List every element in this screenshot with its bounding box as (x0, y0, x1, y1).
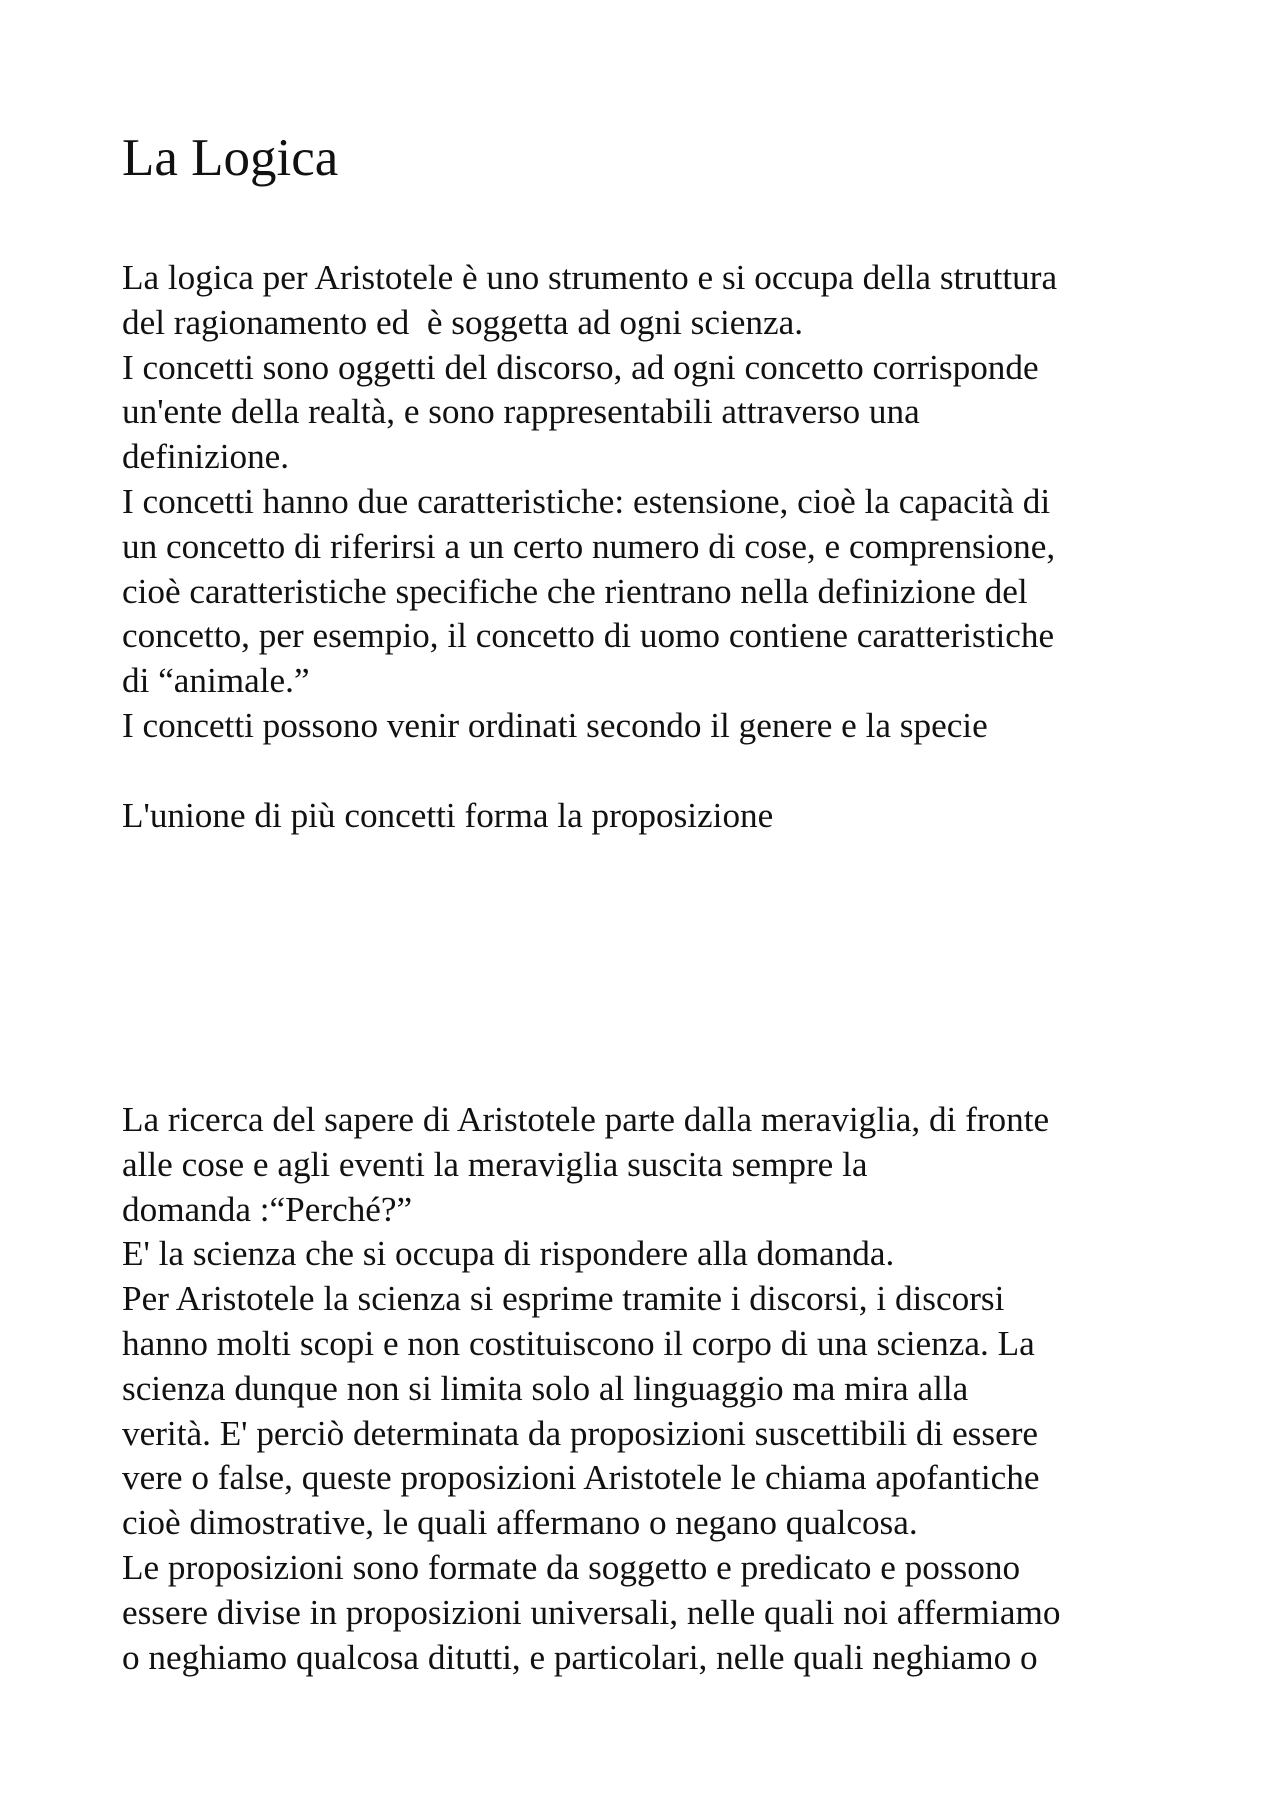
paragraph-block-logic (122, 256, 1057, 838)
text-line: I concetti sono oggetti del discorso, ad ogni concetto corrisponde (122, 347, 1039, 387)
text-line: domanda :“Perché?” (122, 1189, 413, 1229)
text-line: concetto, per esempio, il concetto di uomo contiene caratteristiche (122, 616, 1055, 656)
text-line: alle cose e agli eventi la meraviglia suscita sempre la (122, 1144, 868, 1184)
text-line: scienza dunque non si limita solo al linguaggio ma mira alla (122, 1368, 969, 1408)
text-line: di “animale.” (122, 661, 310, 701)
text-line: definizione. (122, 437, 290, 477)
blank-line (122, 749, 1057, 794)
text-line: Le proposizioni sono formate da soggetto e predicato e possono (122, 1547, 1021, 1587)
text-line: vere o false, queste proposizioni Aristotele le chiama apofantiche (122, 1458, 1040, 1498)
text-line: I concetti hanno due caratteristiche: estensione, cioè la capacità di (122, 481, 1051, 521)
text-line: un concetto di riferirsi a un certo numero di cose, e comprensione, (122, 526, 1056, 566)
text-line: Per Aristotele la scienza si esprime tramite i discorsi, i discorsi (122, 1279, 1005, 1319)
text-line: verità. E' perciò determinata da proposizioni suscettibili di essere (122, 1413, 1039, 1453)
text-line: un'ente della realtà, e sono rappresentabili attraverso una (122, 392, 920, 432)
text-line: E' la scienza che si occupa di rispondere alla domanda. (122, 1234, 895, 1274)
text-line: La ricerca del sapere di Aristotele parte dalla meraviglia, di fronte (122, 1100, 1050, 1139)
paragraph-block-science (122, 1098, 1060, 1680)
text-line: o neghiamo qualcosa ditutti, e particolari, nelle quali neghiamo o (122, 1637, 1038, 1677)
text-line: cioè dimostrative, le quali affermano o negano qualcosa. (122, 1503, 918, 1543)
text-line: I concetti possono venir ordinati secondo il genere e la specie (122, 705, 988, 745)
text-line: L'unione di più concetti forma la proposizione (122, 795, 774, 835)
text-line: La logica per Aristotele è uno strumento e si occupa della struttura (122, 258, 1058, 297)
text-line: cioè caratteristiche specifiche che rientrano nella definizione del (122, 571, 1028, 611)
text-line: del ragionamento ed è soggetta ad ogni scienza. (122, 302, 804, 342)
text-line: essere divise in proposizioni universali, nelle quali noi affermiamo (122, 1592, 1061, 1632)
page-title: La Logica (122, 129, 339, 187)
text-line: hanno molti scopi e non costituiscono il corpo di una scienza. La (122, 1323, 1035, 1363)
